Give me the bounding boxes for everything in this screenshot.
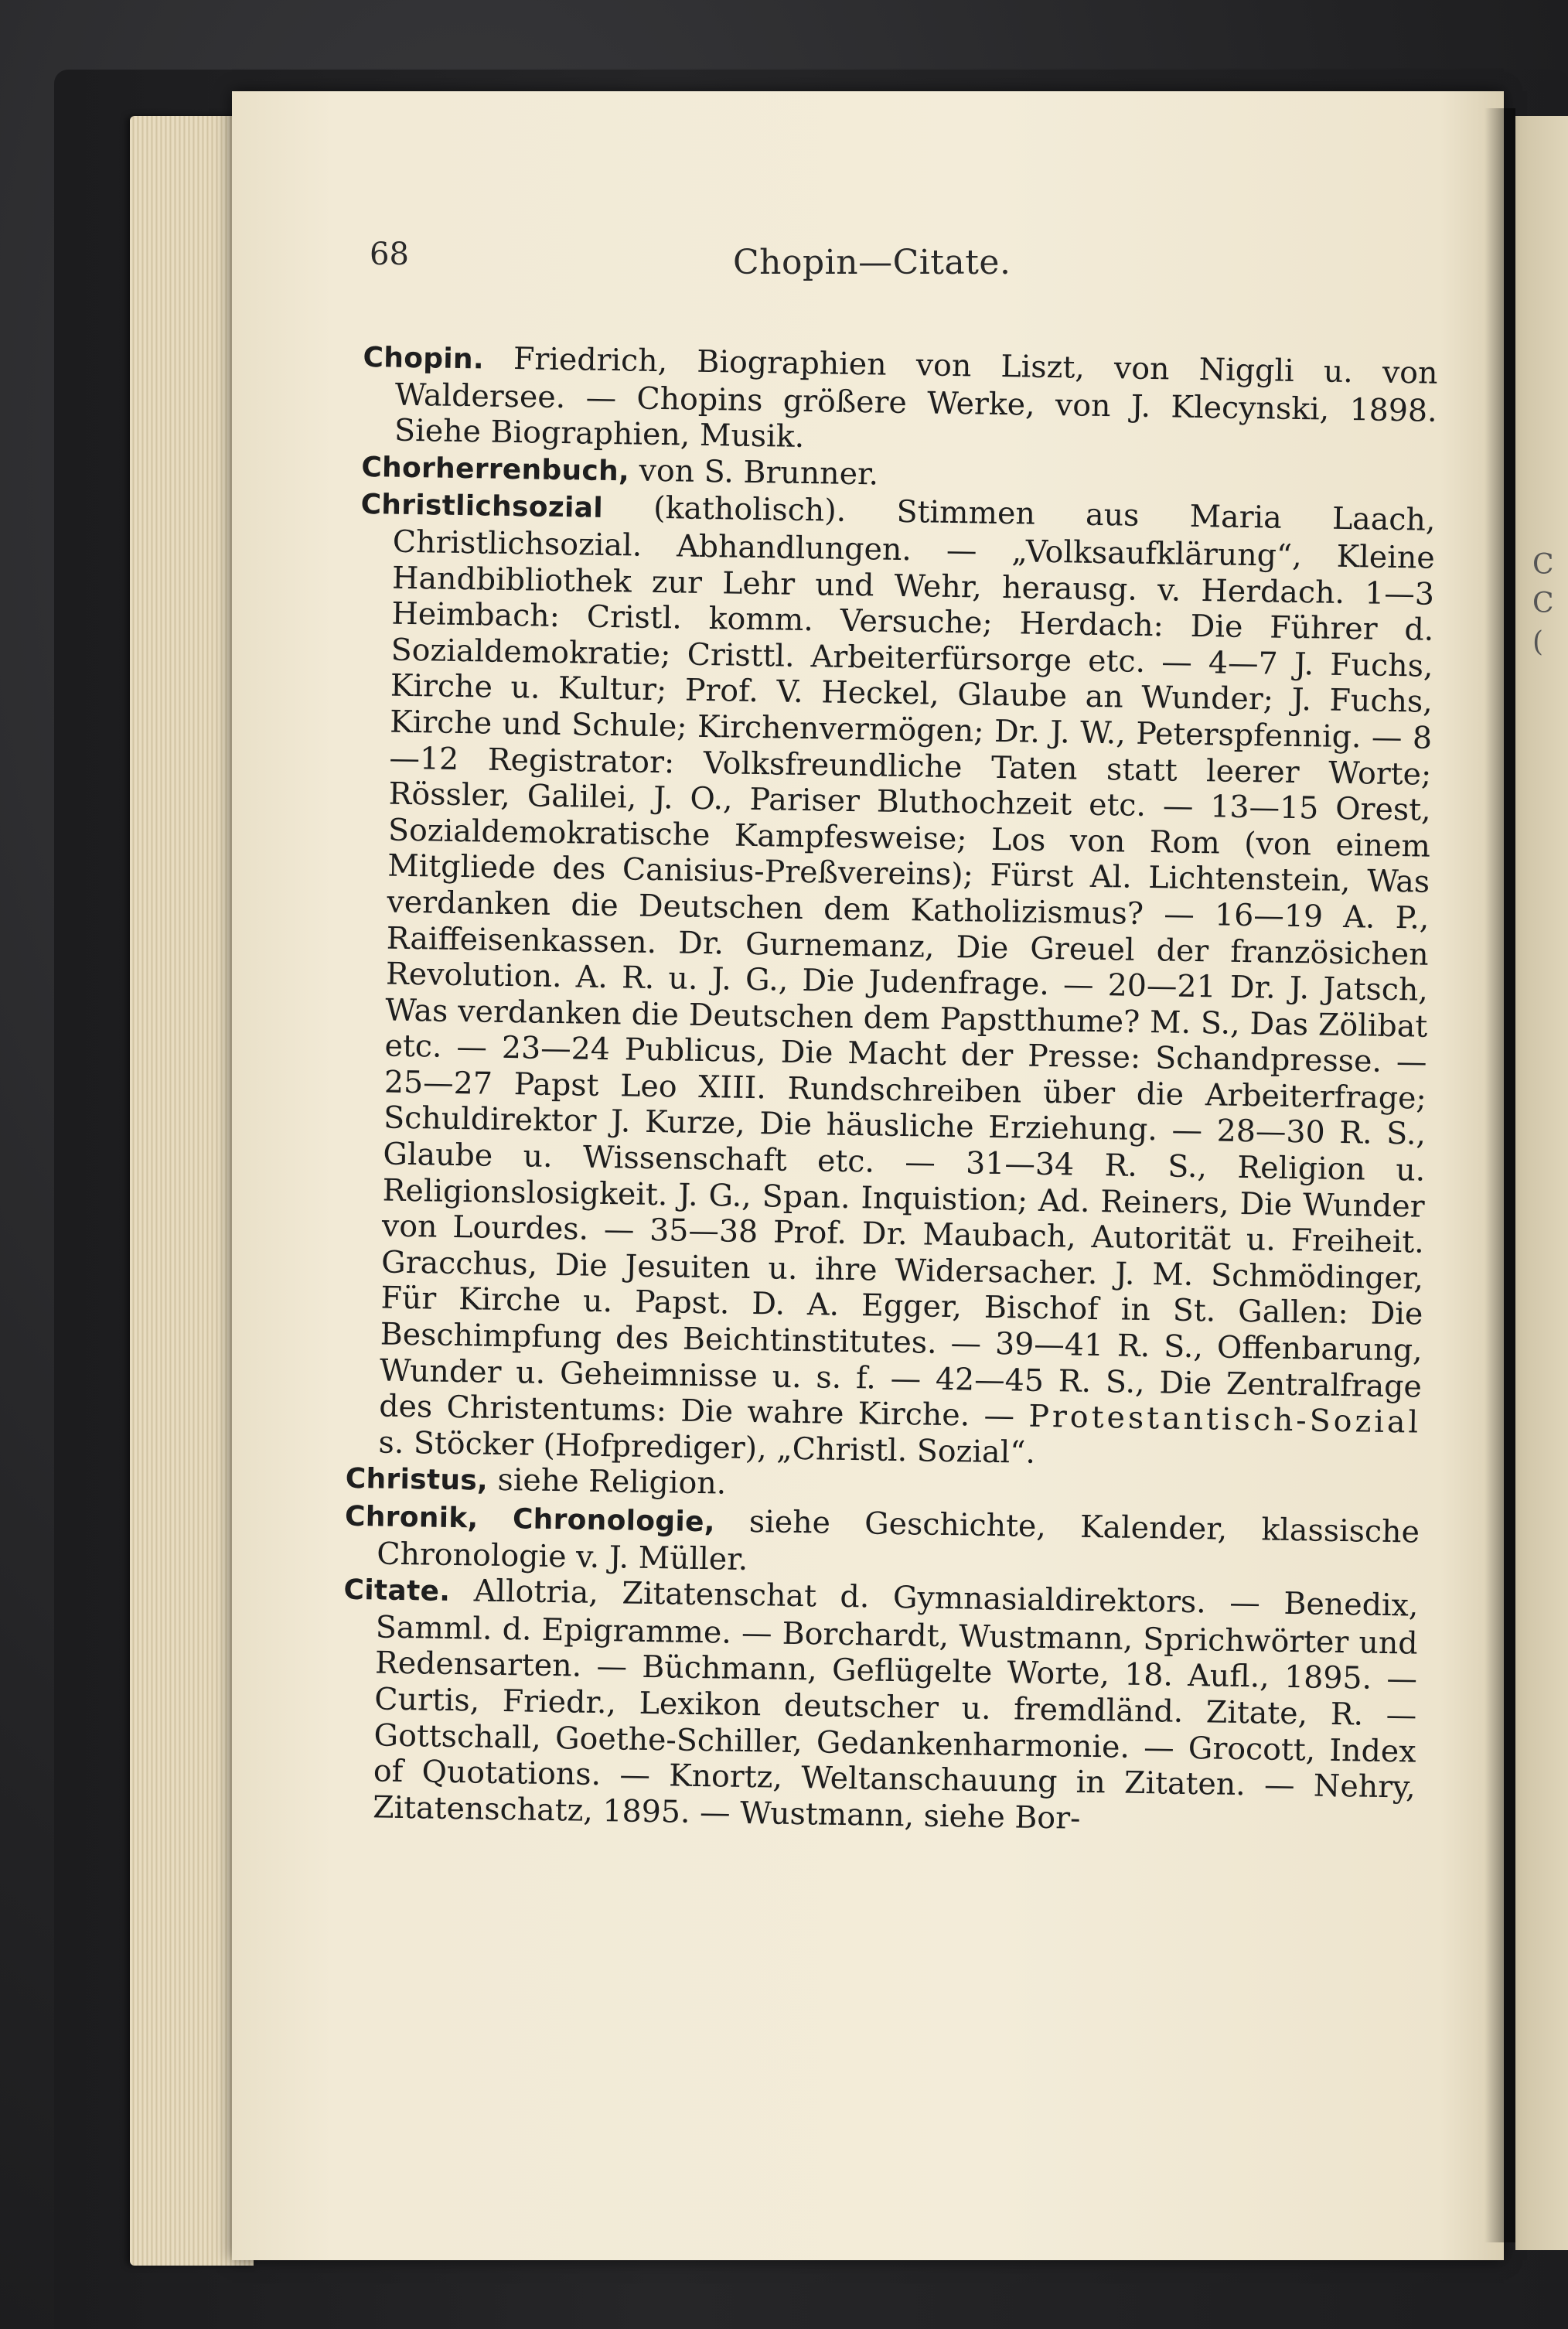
entry <box>340 1571 1419 1842</box>
facing-page-fragment: ( <box>1532 626 1544 658</box>
facing-page-fragment: C <box>1532 588 1554 619</box>
entry-text: siehe Religion. <box>487 1462 727 1502</box>
entry-headword: Christlichsozial <box>360 489 604 525</box>
entry <box>362 339 1438 465</box>
entry-text: siehe Geschichte, Kalender, klassische Chronologie v. J. Müller. <box>376 1503 1420 1577</box>
page-header <box>370 237 1437 291</box>
entry-text-after: s. Stöcker (Hofprediger), „Christl. Sozial“. <box>378 1424 1036 1471</box>
entry-headword: Chorherrenbuch, <box>361 451 630 488</box>
page-body <box>340 339 1438 1842</box>
entry-headword: Citate. <box>343 1574 451 1608</box>
entry-headword: Chopin. <box>363 341 485 376</box>
facing-page <box>1515 116 1568 2250</box>
entry-text: (katholisch). Stimmen aus Maria Laach, Christlichsozial. Abhandlungen. — „Volksaufklärung“, Kleine Handbibliothek zur Lehr und Wehr, herausg. v. Herdach. 1—3 Heimbach: Cristl. komm. Versuche; Herdach: Die Führer d. Sozialdemokratie; Cristtl. Arbeiterfürsorge etc. — 4—7 J. Fuchs, Kirche u. Kultur; Prof. V. Heckel, Glaube an Wunder; J. Fuchs, Kirche und Schule; Kirchenvermögen; Dr. J. W., Peterspfennig. — 8—12 Registrator: Volksfreundliche Taten statt leerer Worte; Rössler, Galilei, J. O., Pariser Bluthochzeit etc. — 13—15 Orest, Sozialdemokratische Kampfesweise; Los von Rom (von einem Mitgliede des Canisius-Preßvereins); Fürst Al. Lichtenstein, Was verdanken die Deutschen dem Katholizismus? — 16—19 A. P., Raiffeisenkassen. Dr. Gurnemanz, Die Greuel der französichen Revolution. A. R. u. J. G., Die Judenfrage. — 20—21 Dr. J. Jatsch, Was verdanken die Deutschen dem Papstthume? M. S., Das Zölibat etc. — 23—24 Publicus, Die Macht der Presse: Schandpresse. — 25—27 Papst Leo XIII. Rundschreiben über die Arbeiterfrage; Schuldirektor J. Kurze, Die häusliche Erziehung. — 28—30 R. S., Glaube u. Wissenschaft etc. — 31—34 R. S., Religion u. Religionslosigkeit. J. G., Span. Inquistion; Ad. Reiners, Die Wunder von Lourdes. — 35—38 Prof. Dr. Maubach, Autorität u. Freiheit. Gracchus, Die Jesuiten u. ihre Widersacher. J. M. Schmödinger, Für Kirche u. Papst. D. A. Egger, Bischof in St. Gallen: Die Beschimpfung des Beichtinstitutes. — 39—41 R. S., Offenbarung, Wunder u. Geheimnisse u. s. f. — 42—45 R. S., Die Zentralfrage des Christentums: Die wahre Kirche. — <box>378 489 1436 1434</box>
entry-spaced-text: Protestantisch-Sozial <box>1028 1398 1422 1441</box>
running-title: Chopin—Citate. <box>733 243 1011 282</box>
entry-headword: Christus, <box>345 1463 489 1498</box>
entry-headword: Chronik, Chronologie, <box>344 1500 716 1539</box>
entry-text: von S. Brunner. <box>629 452 879 493</box>
spine-shadow <box>1484 108 1515 2242</box>
entry <box>346 486 1436 1477</box>
entry-text: Friedrich, Biographien von Liszt, von Niggli u. von Waldersee. — Chopins größere Werke, von J. Klecynski, 1898. Siehe Biographien, Musik. <box>394 340 1438 455</box>
facing-page-fragment: C <box>1532 549 1554 581</box>
entry-text: Allotria, Zitatenschat d. Gymnasialdirektors. — Benedix, Samml. d. Epigramme. — Borchardt, Wustmann, Sprichwörter und Redensarten. — Büchmann, Geflügelte Worte, 18. Aufl., 1895. — Curtis, Friedr., Lexikon deutscher u. fremdländ. Zitate, R. — Gottschall, Goethe-Schiller, Gedankenharmonie. — Grocott, Index of Quotations. — Knortz, Weltanschauung in Zitaten. — Nehry, Zitatenschatz, 1895. — Wustmann, siehe Bor- <box>372 1573 1419 1836</box>
page-number: 68 <box>370 237 409 272</box>
